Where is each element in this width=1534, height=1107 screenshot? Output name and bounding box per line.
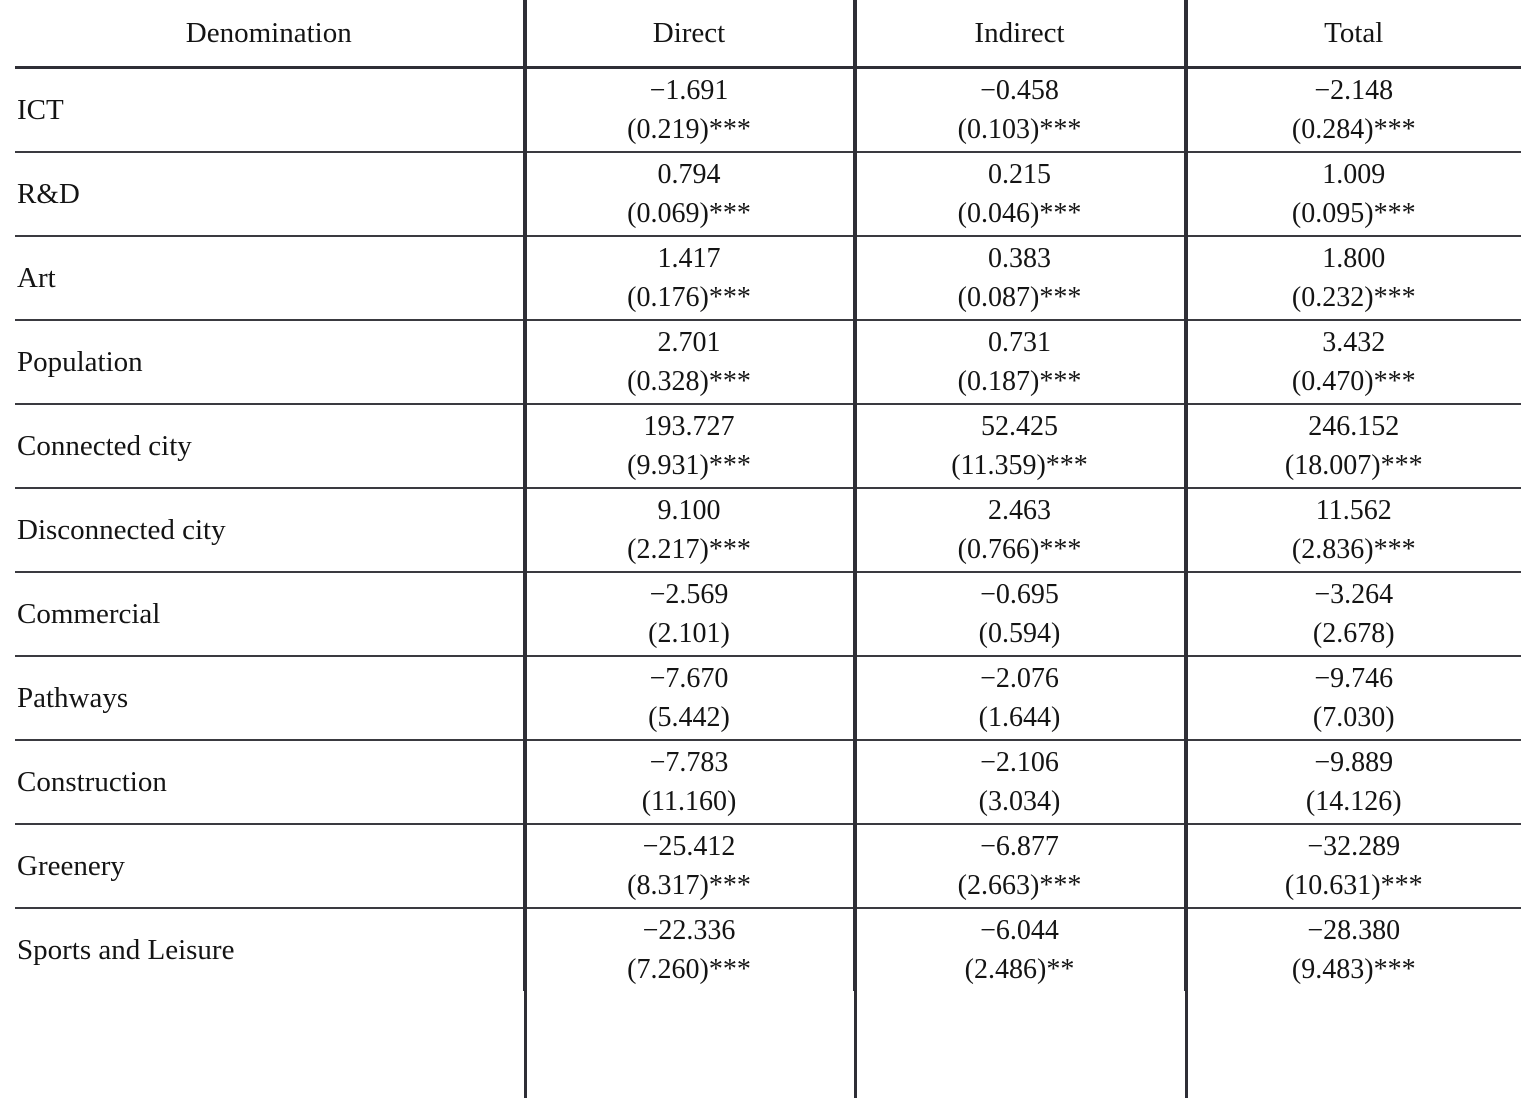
table-row <box>15 824 1521 908</box>
cell-indirect <box>854 908 1185 991</box>
coefficient-value: 9.100 <box>657 494 721 526</box>
row-label: Greenery <box>15 824 524 908</box>
standard-error-value: (14.126) <box>1305 785 1402 817</box>
cell-indirect <box>854 152 1185 236</box>
column-header-indirect: Indirect <box>854 0 1185 68</box>
standard-error-value: (0.328)*** <box>627 365 751 397</box>
standard-error-value: (2.836)*** <box>1291 533 1416 565</box>
cell-indirect <box>854 488 1185 572</box>
coefficient-value: 2.701 <box>657 326 721 358</box>
coefficient-value: −9.746 <box>1314 662 1394 694</box>
standard-error-value: (0.232)*** <box>1291 281 1416 313</box>
column-header-denomination: Denomination <box>15 0 524 68</box>
cell-indirect <box>854 824 1185 908</box>
coefficient-value: −7.670 <box>649 662 729 694</box>
table-row <box>15 236 1521 320</box>
standard-error-value: (10.631)*** <box>1284 869 1423 901</box>
cell-indirect <box>854 572 1185 656</box>
regression-results-table <box>15 0 1521 991</box>
row-label: Construction <box>15 740 524 824</box>
cell-total <box>1185 488 1521 572</box>
coefficient-value: −2.106 <box>980 746 1059 778</box>
coefficient-value: −28.380 <box>1307 914 1401 946</box>
coefficient-value: −0.695 <box>980 578 1059 610</box>
row-label: Sports and Leisure <box>17 933 235 966</box>
standard-error-value: (7.030) <box>1312 701 1395 733</box>
cell-indirect <box>854 236 1185 320</box>
coefficient-value: 1.009 <box>1322 158 1386 190</box>
coefficient-value: −2.148 <box>1314 74 1394 106</box>
coefficient-value: −2.569 <box>649 578 729 610</box>
table-row <box>15 656 1521 740</box>
cell-total <box>1185 152 1521 236</box>
coefficient-value: 2.463 <box>988 494 1051 526</box>
cell-direct <box>524 68 854 153</box>
cell-direct <box>524 824 854 908</box>
coefficient-value: 246.152 <box>1308 410 1400 442</box>
coefficient-value: 1.417 <box>657 242 721 274</box>
standard-error-value: (0.187)*** <box>957 365 1082 397</box>
cell-total <box>1185 320 1521 404</box>
standard-error-value: (3.034) <box>978 785 1061 817</box>
coefficient-value: 0.383 <box>988 242 1051 274</box>
table-header <box>15 0 1521 68</box>
row-label: Commercial <box>15 572 524 656</box>
cell-total <box>1185 404 1521 488</box>
standard-error-value: (18.007)*** <box>1284 449 1423 481</box>
coefficient-value: 3.432 <box>1322 326 1386 358</box>
coefficient-value: 0.215 <box>988 158 1051 190</box>
standard-error-value: (2.663)*** <box>957 869 1082 901</box>
table-row <box>15 152 1521 236</box>
row-label: ICT <box>15 68 524 153</box>
coefficient-value: 11.562 <box>1315 494 1392 526</box>
standard-error-value: (0.087)*** <box>957 281 1082 313</box>
cell-indirect <box>854 740 1185 824</box>
coefficient-value: −1.691 <box>649 74 729 106</box>
row-label: Population <box>15 320 524 404</box>
cell-direct <box>524 572 854 656</box>
row-label: Art <box>15 236 524 320</box>
cell-total <box>1185 68 1521 153</box>
cell-direct <box>524 152 854 236</box>
coefficient-value: 52.425 <box>981 410 1058 442</box>
standard-error-value: (0.219)*** <box>627 113 751 145</box>
column-header-total: Total <box>1185 0 1521 68</box>
cell-total <box>1185 908 1521 991</box>
table-row <box>15 908 1521 991</box>
standard-error-value: (0.103)*** <box>957 113 1082 145</box>
column-divider-3 <box>1185 0 1188 1098</box>
standard-error-value: (8.317)*** <box>627 869 751 901</box>
coefficient-value: −3.264 <box>1314 578 1394 610</box>
standard-error-value: (11.160) <box>641 785 737 817</box>
standard-error-value: (2.678) <box>1312 617 1395 649</box>
cell-total <box>1185 656 1521 740</box>
cell-indirect <box>854 656 1185 740</box>
cell-total <box>1185 572 1521 656</box>
standard-error-value: (1.644) <box>978 701 1061 733</box>
cell-direct <box>524 236 854 320</box>
cell-total <box>1185 740 1521 824</box>
row-label: Connected city <box>15 404 524 488</box>
standard-error-value: (0.095)*** <box>1291 197 1416 229</box>
table-row <box>15 404 1521 488</box>
standard-error-value: (0.766)*** <box>957 533 1082 565</box>
cell-direct <box>524 656 854 740</box>
coefficient-value: −0.458 <box>980 74 1059 106</box>
standard-error-value: (2.486)** <box>964 953 1075 985</box>
table-row <box>15 488 1521 572</box>
cell-indirect <box>854 68 1185 153</box>
column-divider-1 <box>524 0 527 1098</box>
coefficient-value: −6.877 <box>980 830 1059 862</box>
header-row <box>15 0 1521 68</box>
cell-direct <box>524 488 854 572</box>
cell-direct <box>524 404 854 488</box>
cell-direct <box>524 320 854 404</box>
cell-direct <box>524 908 854 991</box>
coefficient-value: −2.076 <box>980 662 1059 694</box>
coefficient-value: −9.889 <box>1314 746 1394 778</box>
coefficient-value: −22.336 <box>642 914 736 946</box>
standard-error-value: (2.101) <box>648 617 730 649</box>
table-row <box>15 68 1521 153</box>
coefficient-value: 0.731 <box>988 326 1051 358</box>
row-label: R&D <box>15 152 524 236</box>
standard-error-value: (5.442) <box>648 701 730 733</box>
table-row <box>15 572 1521 656</box>
coefficient-value: 1.800 <box>1322 242 1386 274</box>
standard-error-value: (9.483)*** <box>1291 953 1416 985</box>
standard-error-value: (0.176)*** <box>627 281 751 313</box>
cell-total <box>1185 236 1521 320</box>
standard-error-value: (0.069)*** <box>627 197 751 229</box>
table-row <box>15 320 1521 404</box>
coefficient-value: −6.044 <box>980 914 1059 946</box>
row-label: Disconnected city <box>15 488 524 572</box>
coefficient-value: −7.783 <box>649 746 729 778</box>
standard-error-value: (11.359)*** <box>951 449 1088 481</box>
standard-error-value: (7.260)*** <box>627 953 751 985</box>
standard-error-value: (9.931)*** <box>627 449 751 481</box>
coefficient-value: 0.794 <box>657 158 721 190</box>
standard-error-value: (0.470)*** <box>1291 365 1416 397</box>
coefficient-value: −32.289 <box>1307 830 1401 862</box>
standard-error-value: (2.217)*** <box>627 533 751 565</box>
standard-error-value: (0.284)*** <box>1291 113 1416 145</box>
row-label: Pathways <box>15 656 524 740</box>
coefficient-value: −25.412 <box>642 830 736 862</box>
cell-indirect <box>854 320 1185 404</box>
standard-error-value: (0.594) <box>978 617 1061 649</box>
cell-indirect <box>854 404 1185 488</box>
table-row <box>15 740 1521 824</box>
column-divider-2 <box>854 0 857 1098</box>
cell-total <box>1185 824 1521 908</box>
cell-direct <box>524 740 854 824</box>
coefficient-value: 193.727 <box>643 410 735 442</box>
column-header-direct: Direct <box>524 0 854 68</box>
table-body <box>15 68 1521 992</box>
standard-error-value: (0.046)*** <box>957 197 1082 229</box>
